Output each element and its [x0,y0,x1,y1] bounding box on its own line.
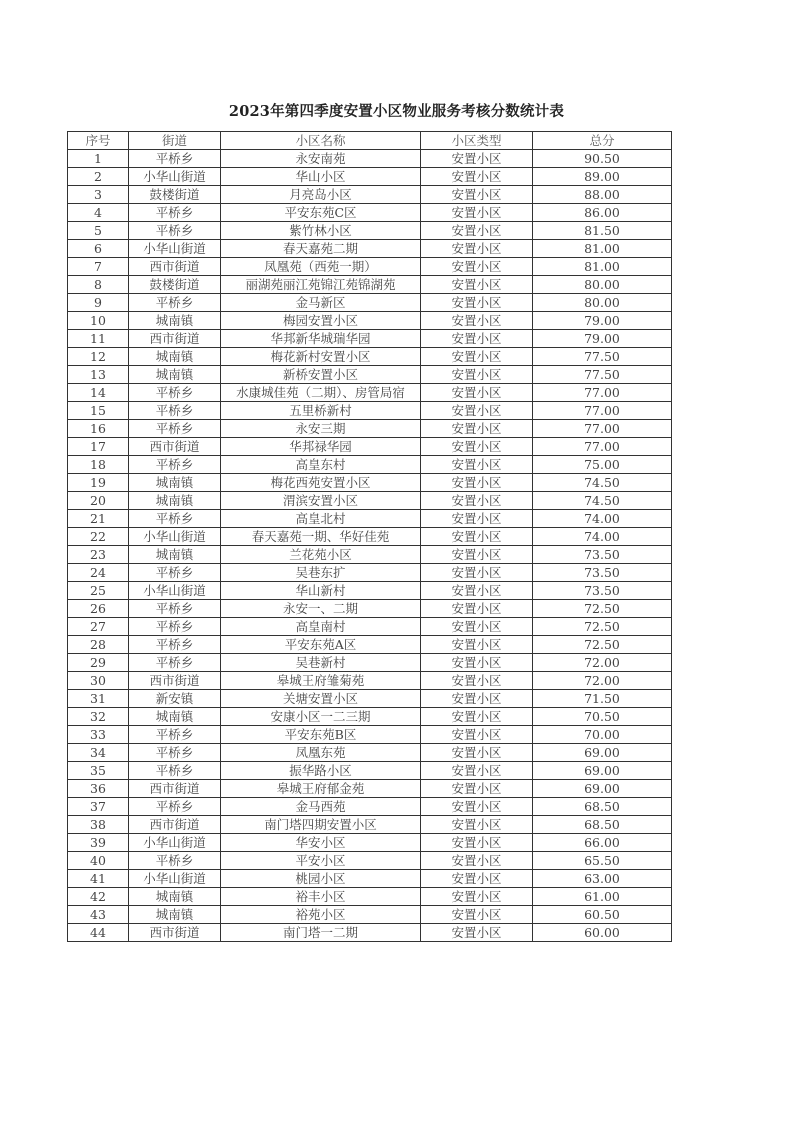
cell-score: 72.00 [533,672,672,690]
table-row [68,474,672,492]
table-row [68,924,672,942]
cell-community: 华邦禄华园 [221,438,421,456]
cell-score: 88.00 [533,186,672,204]
header-cell-no: 序号 [68,132,129,150]
cell-community: 吴巷新村 [221,654,421,672]
cell-community: 凤凰东苑 [221,744,421,762]
cell-score: 65.50 [533,852,672,870]
cell-score: 66.00 [533,834,672,852]
cell-score: 86.00 [533,204,672,222]
table-row [68,186,672,204]
cell-community: 金马西苑 [221,798,421,816]
cell-type: 安置小区 [421,636,533,654]
cell-community: 紫竹林小区 [221,222,421,240]
cell-community: 南门塔一二期 [221,924,421,942]
cell-street: 平桥乡 [129,222,221,240]
cell-community: 平安小区 [221,852,421,870]
table-row [68,384,672,402]
cell-no: 25 [68,582,129,600]
table-row [68,708,672,726]
cell-no: 21 [68,510,129,528]
cell-community: 吴巷东扩 [221,564,421,582]
cell-community: 高皇北村 [221,510,421,528]
table-row [68,294,672,312]
cell-street: 城南镇 [129,348,221,366]
cell-no: 40 [68,852,129,870]
cell-type: 安置小区 [421,870,533,888]
cell-street: 城南镇 [129,906,221,924]
cell-street: 平桥乡 [129,654,221,672]
table-row [68,150,672,168]
cell-score: 90.50 [533,150,672,168]
cell-street: 城南镇 [129,492,221,510]
cell-no: 28 [68,636,129,654]
cell-score: 74.00 [533,528,672,546]
cell-score: 72.50 [533,636,672,654]
cell-no: 43 [68,906,129,924]
cell-score: 63.00 [533,870,672,888]
header-cell-street: 街道 [129,132,221,150]
cell-community: 丽湖苑丽江苑锦江苑锦湖苑 [221,276,421,294]
cell-street: 平桥乡 [129,744,221,762]
cell-street: 新安镇 [129,690,221,708]
cell-community: 华山新村 [221,582,421,600]
cell-type: 安置小区 [421,510,533,528]
cell-type: 安置小区 [421,186,533,204]
cell-street: 城南镇 [129,546,221,564]
cell-no: 7 [68,258,129,276]
cell-no: 14 [68,384,129,402]
cell-community: 凤凰苑（西苑一期） [221,258,421,276]
cell-no: 39 [68,834,129,852]
cell-score: 77.50 [533,348,672,366]
cell-community: 裕丰小区 [221,888,421,906]
cell-no: 32 [68,708,129,726]
cell-no: 13 [68,366,129,384]
table-row [68,420,672,438]
cell-type: 安置小区 [421,654,533,672]
cell-street: 平桥乡 [129,564,221,582]
cell-type: 安置小区 [421,798,533,816]
cell-community: 五里桥新村 [221,402,421,420]
cell-no: 12 [68,348,129,366]
cell-community: 高皇南村 [221,618,421,636]
table-row [68,762,672,780]
cell-type: 安置小区 [421,258,533,276]
cell-type: 安置小区 [421,150,533,168]
cell-community: 渭滨安置小区 [221,492,421,510]
cell-score: 72.50 [533,600,672,618]
cell-no: 11 [68,330,129,348]
cell-type: 安置小区 [421,744,533,762]
cell-score: 74.00 [533,510,672,528]
cell-community: 平安东苑B区 [221,726,421,744]
cell-no: 3 [68,186,129,204]
table-header [68,132,672,150]
cell-score: 71.50 [533,690,672,708]
cell-type: 安置小区 [421,762,533,780]
cell-type: 安置小区 [421,276,533,294]
table-row [68,492,672,510]
cell-street: 平桥乡 [129,150,221,168]
cell-no: 37 [68,798,129,816]
table-row [68,204,672,222]
cell-no: 6 [68,240,129,258]
table-row [68,528,672,546]
cell-street: 鼓楼街道 [129,276,221,294]
cell-no: 2 [68,168,129,186]
cell-score: 69.00 [533,744,672,762]
cell-street: 平桥乡 [129,402,221,420]
cell-score: 79.00 [533,330,672,348]
table-row [68,312,672,330]
cell-no: 27 [68,618,129,636]
cell-type: 安置小区 [421,618,533,636]
cell-score: 77.00 [533,402,672,420]
cell-type: 安置小区 [421,456,533,474]
table-row [68,564,672,582]
cell-street: 城南镇 [129,708,221,726]
cell-score: 70.50 [533,708,672,726]
cell-community: 兰花苑小区 [221,546,421,564]
cell-community: 桃园小区 [221,870,421,888]
cell-street: 平桥乡 [129,204,221,222]
cell-community: 水康城佳苑（二期）、房管局宿 [221,384,421,402]
table-row [68,852,672,870]
cell-type: 安置小区 [421,546,533,564]
cell-street: 平桥乡 [129,456,221,474]
table-row [68,168,672,186]
table-body [68,150,672,942]
cell-street: 西市街道 [129,258,221,276]
cell-no: 16 [68,420,129,438]
header-cell-score: 总分 [533,132,672,150]
table-row [68,888,672,906]
cell-no: 30 [68,672,129,690]
cell-score: 72.00 [533,654,672,672]
cell-street: 小华山街道 [129,870,221,888]
cell-no: 24 [68,564,129,582]
table-row [68,780,672,798]
cell-type: 安置小区 [421,888,533,906]
cell-type: 安置小区 [421,708,533,726]
cell-community: 南门塔四期安置小区 [221,816,421,834]
cell-community: 皋城王府雏菊苑 [221,672,421,690]
cell-street: 平桥乡 [129,420,221,438]
cell-score: 77.00 [533,438,672,456]
header-cell-community: 小区名称 [221,132,421,150]
cell-community: 裕苑小区 [221,906,421,924]
cell-score: 69.00 [533,762,672,780]
cell-no: 4 [68,204,129,222]
cell-type: 安置小区 [421,240,533,258]
cell-street: 西市街道 [129,924,221,942]
cell-street: 西市街道 [129,438,221,456]
cell-street: 平桥乡 [129,762,221,780]
cell-score: 69.00 [533,780,672,798]
cell-street: 平桥乡 [129,798,221,816]
table-row [68,726,672,744]
cell-street: 西市街道 [129,780,221,798]
cell-street: 城南镇 [129,888,221,906]
cell-no: 38 [68,816,129,834]
cell-no: 8 [68,276,129,294]
cell-type: 安置小区 [421,384,533,402]
cell-score: 68.50 [533,816,672,834]
score-table [67,131,672,942]
cell-no: 17 [68,438,129,456]
cell-score: 74.50 [533,474,672,492]
cell-community: 梅花西苑安置小区 [221,474,421,492]
cell-street: 小华山街道 [129,528,221,546]
cell-no: 26 [68,600,129,618]
table-row [68,582,672,600]
cell-score: 73.50 [533,582,672,600]
table-row [68,636,672,654]
cell-type: 安置小区 [421,672,533,690]
cell-type: 安置小区 [421,492,533,510]
cell-no: 42 [68,888,129,906]
table-row [68,330,672,348]
page-title: 2023年第四季度安置小区物业服务考核分数统计表 [228,103,565,120]
cell-community: 新桥安置小区 [221,366,421,384]
cell-street: 城南镇 [129,366,221,384]
table-row [68,258,672,276]
cell-no: 33 [68,726,129,744]
cell-score: 60.00 [533,924,672,942]
cell-type: 安置小区 [421,924,533,942]
cell-street: 平桥乡 [129,618,221,636]
cell-no: 18 [68,456,129,474]
table-row [68,456,672,474]
cell-score: 70.00 [533,726,672,744]
cell-no: 44 [68,924,129,942]
cell-community: 金马新区 [221,294,421,312]
cell-community: 月亮岛小区 [221,186,421,204]
cell-community: 高皇东村 [221,456,421,474]
cell-street: 平桥乡 [129,384,221,402]
cell-score: 81.50 [533,222,672,240]
table-row [68,240,672,258]
table-row [68,816,672,834]
table-row [68,222,672,240]
cell-street: 平桥乡 [129,636,221,654]
cell-score: 81.00 [533,240,672,258]
cell-type: 安置小区 [421,438,533,456]
cell-street: 平桥乡 [129,294,221,312]
cell-type: 安置小区 [421,582,533,600]
table-row [68,870,672,888]
table-row [68,546,672,564]
cell-type: 安置小区 [421,834,533,852]
cell-street: 城南镇 [129,474,221,492]
cell-community: 华安小区 [221,834,421,852]
cell-no: 36 [68,780,129,798]
cell-type: 安置小区 [421,420,533,438]
cell-community: 安康小区一二三期 [221,708,421,726]
cell-type: 安置小区 [421,222,533,240]
cell-street: 西市街道 [129,672,221,690]
cell-street: 小华山街道 [129,834,221,852]
cell-score: 79.00 [533,312,672,330]
cell-no: 19 [68,474,129,492]
cell-score: 81.00 [533,258,672,276]
table-row [68,906,672,924]
cell-no: 23 [68,546,129,564]
cell-street: 小华山街道 [129,582,221,600]
cell-community: 春天嘉苑二期 [221,240,421,258]
table-row [68,276,672,294]
cell-score: 61.00 [533,888,672,906]
cell-score: 80.00 [533,294,672,312]
cell-type: 安置小区 [421,330,533,348]
cell-street: 平桥乡 [129,600,221,618]
cell-no: 1 [68,150,129,168]
cell-no: 34 [68,744,129,762]
cell-no: 35 [68,762,129,780]
table-row [68,744,672,762]
cell-street: 平桥乡 [129,852,221,870]
cell-community: 梅花新村安置小区 [221,348,421,366]
cell-street: 城南镇 [129,312,221,330]
cell-street: 鼓楼街道 [129,186,221,204]
cell-score: 77.50 [533,366,672,384]
cell-type: 安置小区 [421,564,533,582]
cell-score: 73.50 [533,546,672,564]
cell-type: 安置小区 [421,726,533,744]
table-row [68,672,672,690]
cell-type: 安置小区 [421,690,533,708]
table-row [68,438,672,456]
cell-community: 永安南苑 [221,150,421,168]
cell-no: 15 [68,402,129,420]
cell-street: 小华山街道 [129,168,221,186]
cell-community: 平安东苑A区 [221,636,421,654]
table-row [68,348,672,366]
cell-community: 永安一、二期 [221,600,421,618]
cell-type: 安置小区 [421,474,533,492]
cell-street: 平桥乡 [129,726,221,744]
cell-type: 安置小区 [421,528,533,546]
cell-type: 安置小区 [421,852,533,870]
cell-type: 安置小区 [421,600,533,618]
cell-community: 皋城王府郁金苑 [221,780,421,798]
cell-community: 梅园安置小区 [221,312,421,330]
cell-score: 75.00 [533,456,672,474]
cell-community: 关塘安置小区 [221,690,421,708]
cell-community: 华邦新华城瑞华园 [221,330,421,348]
cell-score: 60.50 [533,906,672,924]
table-row [68,618,672,636]
cell-community: 振华路小区 [221,762,421,780]
cell-score: 73.50 [533,564,672,582]
cell-street: 西市街道 [129,816,221,834]
cell-type: 安置小区 [421,294,533,312]
cell-type: 安置小区 [421,366,533,384]
cell-score: 80.00 [533,276,672,294]
cell-community: 华山小区 [221,168,421,186]
cell-type: 安置小区 [421,906,533,924]
cell-type: 安置小区 [421,780,533,798]
header-row [68,132,672,150]
cell-no: 31 [68,690,129,708]
cell-score: 77.00 [533,384,672,402]
cell-type: 安置小区 [421,816,533,834]
cell-street: 小华山街道 [129,240,221,258]
cell-no: 20 [68,492,129,510]
cell-score: 74.50 [533,492,672,510]
cell-street: 平桥乡 [129,510,221,528]
cell-type: 安置小区 [421,168,533,186]
table-row [68,402,672,420]
header-cell-type: 小区类型 [421,132,533,150]
table-row [68,834,672,852]
table-row [68,690,672,708]
cell-no: 41 [68,870,129,888]
cell-type: 安置小区 [421,402,533,420]
cell-type: 安置小区 [421,204,533,222]
cell-score: 68.50 [533,798,672,816]
cell-street: 西市街道 [129,330,221,348]
cell-community: 平安东苑C区 [221,204,421,222]
table-row [68,600,672,618]
cell-score: 77.00 [533,420,672,438]
cell-no: 22 [68,528,129,546]
table-row [68,366,672,384]
cell-no: 9 [68,294,129,312]
cell-score: 89.00 [533,168,672,186]
cell-score: 72.50 [533,618,672,636]
cell-no: 10 [68,312,129,330]
cell-community: 春天嘉苑一期、华好佳苑 [221,528,421,546]
table-row [68,654,672,672]
cell-no: 5 [68,222,129,240]
table-row [68,798,672,816]
cell-type: 安置小区 [421,312,533,330]
cell-community: 永安三期 [221,420,421,438]
cell-no: 29 [68,654,129,672]
table-row [68,510,672,528]
cell-type: 安置小区 [421,348,533,366]
